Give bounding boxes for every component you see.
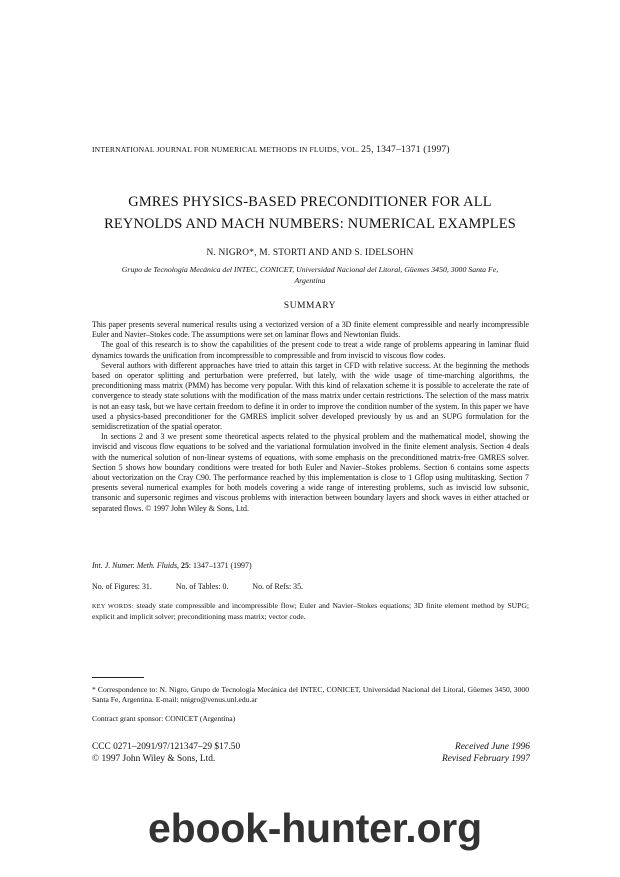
keywords — [92, 601, 529, 622]
keywords-label: KEY WORDS: — [92, 603, 134, 610]
keywords-text: steady state compressible and incompressible flow; Euler and Navier–Stokes equations; 3D finite element method by SUPG; explicit and implicit solver; preconditioning mass matrix; vector code. — [92, 601, 529, 622]
received-date: Received June 1996 — [455, 742, 530, 752]
citation-volume: 25 — [181, 561, 189, 570]
citation-line: Int. J. Numer. Meth. Fluids, 25: 1347–1371 (1997) — [92, 561, 252, 570]
title-line-2: REYNOLDS AND MACH NUMBERS: NUMERICAL EXAMPLES — [104, 216, 516, 232]
citation-pages: : 1347–1371 (1997) — [188, 561, 252, 570]
affiliation: Grupo de Tecnología Mecánica del INTEC, CONICET, Universidad Nacional del Litoral, Güemes 3450, 3000 Santa Fe, Argentina — [121, 265, 499, 285]
publication-info — [92, 741, 352, 765]
abstract — [92, 320, 529, 514]
grant-sponsor: Contract grant sponsor: CONICET (Argentina) — [92, 714, 236, 723]
figures-count: No. of Figures: 31. — [92, 582, 152, 591]
abstract-paragraph: The goal of this research is to show the capabilities of the present code to treat a wide range of problems appearing in laminar fluid dynamics towards the unification from incompressible to compressible and from inviscid to viscous flow codes. — [92, 340, 529, 360]
abstract-paragraph: Several authors with different approaches have tried to attain this target in CFD with relative success. At the beginning the methods based on operator splitting and perturbation were preferred, but lately, with the wide usage of time-marching algorithms, the preconditioning mass matrix (PMM) has become very popular. With this kind of relaxation scheme it is possible to accelerate the rate of convergence to steady state solutions with the modification of the mass matrix under certain restrictions. The selection of the mass matrix is not an easy task, but we have certain freedom to define it in order to improve the condition number of the system. In this paper we have used a physics-based preconditioner for the GMRES implicit solver developed previously by us and an SUPG formulation for the semidiscretization of the spatial operator. — [92, 360, 529, 432]
refs-count: No. of Refs: 35. — [252, 582, 304, 591]
summary-heading: SUMMARY — [283, 301, 337, 311]
authors: N. NIGRO*, M. STORTI AND AND S. IDELSOHN — [206, 248, 414, 258]
journal-name: INTERNATIONAL JOURNAL FOR NUMERICAL METHODS IN FLUIDS, VOL. — [92, 145, 360, 154]
abstract-paragraph: In sections 2 and 3 we present some theoretical aspects related to the physical problem and the mathematical model, showing the inviscid and viscous flow equations to be solved and the variational formulation involved in the finite element analysis. Section 4 deals with the numerical solution of non-linear systems of equations, with some emphasis on the preconditioned matrix-free GMRES solver. Section 5 shows how boundary conditions were treated for both Euler and Navier–Stokes problems. Section 6 contains some aspects about vectorization on the Cray C90. The performance reached by this implementation is close to 1 Gflop using multitasking. Section 7 presents several numerical examples for both models covering a wide range of interesting problems, such as inviscid low subsonic, transonic and supersonic regimes and viscous problems with interaction between boundary layers and shock waves in either attached or separated flows. © 1997 John Wiley & Sons, Ltd. — [92, 432, 529, 513]
ccc-code: CCC 0271–2091/97/121347–29 $17.50 — [92, 742, 241, 752]
paper-title — [90, 191, 530, 235]
citation-journal: Int. J. Numer. Meth. Fluids — [92, 561, 178, 570]
watermark-logo: ebook-hunter.org — [148, 805, 482, 851]
copyright-line: © 1997 John Wiley & Sons, Ltd. — [92, 754, 216, 764]
footnote-rule — [92, 677, 144, 678]
title-line-1: GMRES PHYSICS-BASED PRECONDITIONER FOR ALL — [128, 194, 492, 210]
abstract-paragraph: This paper presents several numerical results using a vectorized version of a 3D finite element compressible and nearly incompressible Euler and Navier–Stokes code. The assumptions were set on laminar flows and Newtonian fluids. — [92, 320, 529, 340]
correspondence-footnote: * Correspondence to: N. Nigro, Grupo de Tecnología Mecánica del INTEC, CONICET, Universidad Nacional del Litoral, Güemes 3450, 3000 Santa Fe, Argentina. E-mail: nnigro@venus.unl.edu.ar — [92, 685, 529, 705]
tables-count: No. of Tables: 0. — [175, 582, 229, 591]
received-dates — [330, 741, 530, 765]
counts-line — [92, 582, 529, 591]
journal-volume-pages: 25, 1347–1371 (1997) — [361, 144, 450, 155]
journal-running-header — [92, 144, 532, 155]
revised-date: Revised February 1997 — [442, 754, 530, 764]
